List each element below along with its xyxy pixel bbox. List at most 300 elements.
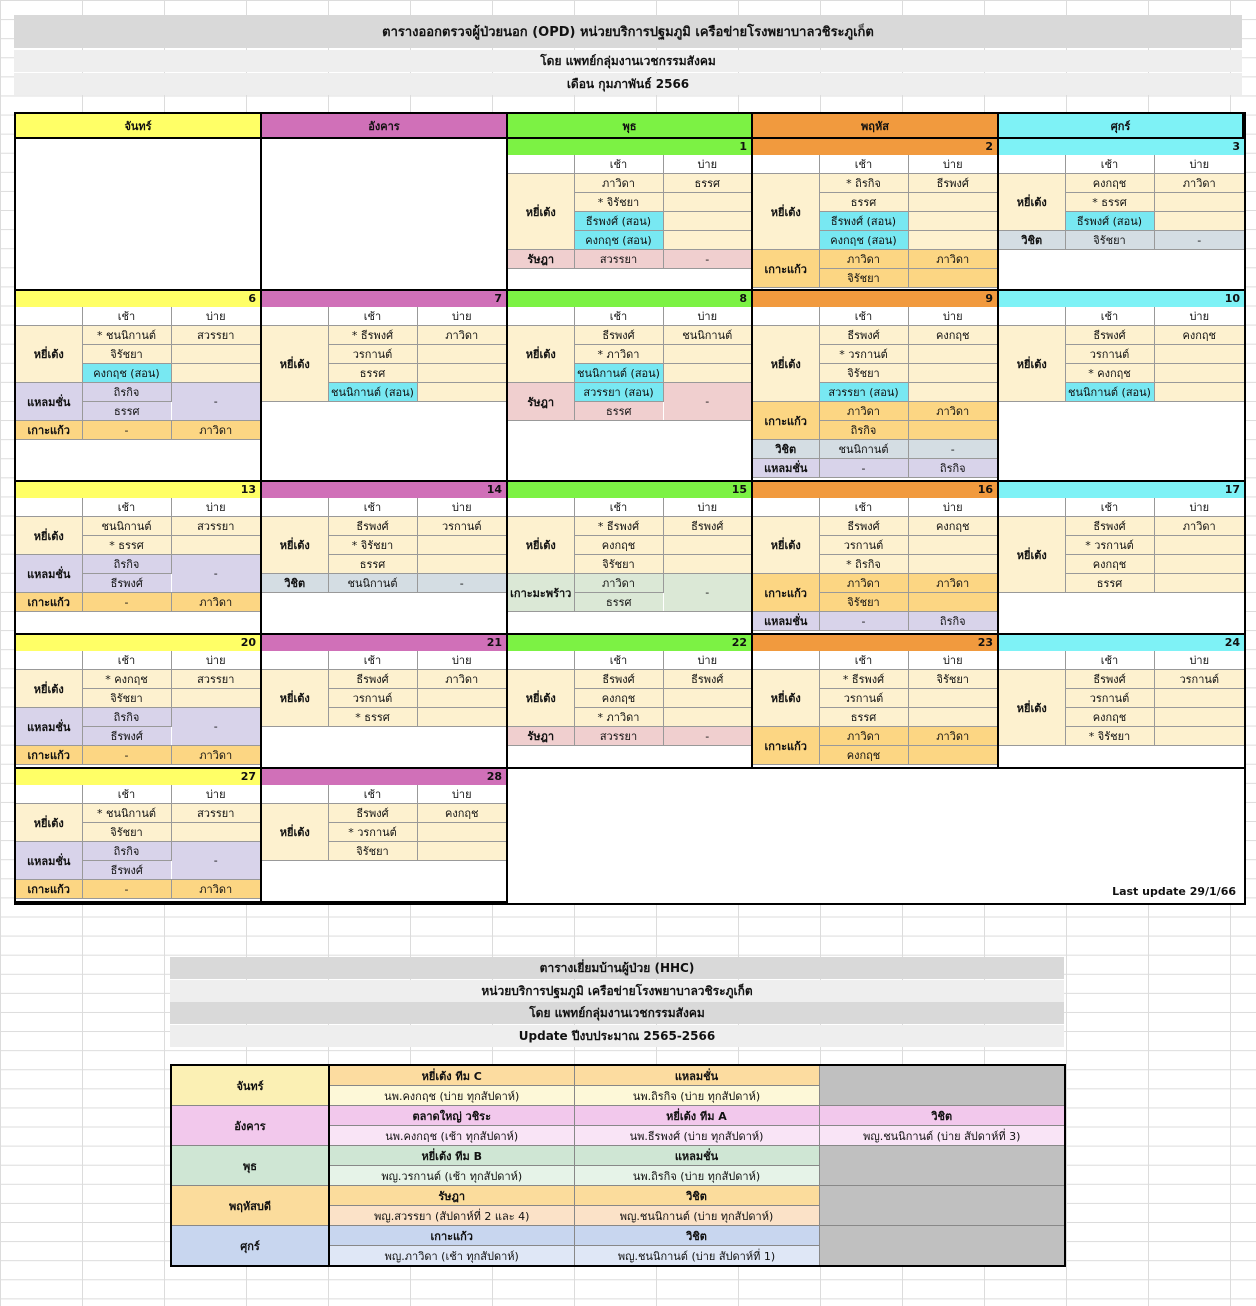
blank: [508, 498, 574, 517]
afternoon-doctor: วรกานต์: [1154, 670, 1244, 689]
afternoon-doctor: [171, 364, 260, 383]
shift-row: [508, 727, 751, 746]
day-number: 3: [999, 139, 1244, 155]
morning-doctor: -: [82, 421, 171, 440]
blank: [508, 651, 574, 670]
afternoon-doctor: [663, 345, 751, 364]
morning-doctor: วรกานต์: [819, 689, 908, 708]
slot-header-row: [262, 651, 506, 670]
afternoon-doctor: [417, 536, 506, 555]
shift-row: [508, 250, 751, 269]
afternoon-doctor: ภาวิดา: [1154, 174, 1244, 193]
shift-row: [16, 880, 260, 899]
afternoon-doctor: [1154, 689, 1244, 708]
slot-header-row: [999, 651, 1244, 670]
hhc-location: ตลาดใหญ่ วชิระ: [329, 1106, 574, 1126]
slot-header-row: [753, 651, 997, 670]
afternoon-doctor: [1154, 574, 1244, 593]
location-label: เกาะแก้ว: [16, 746, 82, 765]
location-label: เกาะแก้ว: [753, 727, 819, 765]
blank: [753, 307, 819, 326]
blank: [16, 785, 82, 804]
day-schedule: [753, 307, 997, 478]
morning-label: เช้า: [328, 785, 417, 804]
afternoon-doctor: [1154, 193, 1244, 212]
blank: [16, 651, 82, 670]
morning-doctor: * ถิรกิจ: [819, 555, 908, 574]
blank: [262, 498, 328, 517]
morning-doctor: ธีรพงศ์ (สอน): [1065, 212, 1154, 231]
day-cell: [508, 289, 753, 480]
afternoon-doctor: ธีรพงศ์: [663, 670, 751, 689]
morning-doctor: คงกฤช: [574, 536, 663, 555]
morning-doctor: ธีรพงศ์: [819, 326, 908, 345]
opd-calendar: [14, 112, 1246, 905]
afternoon-label: บ่าย: [908, 155, 997, 174]
day-cell: [753, 480, 999, 633]
day-number: 23: [753, 635, 997, 651]
morning-label: เช้า: [1065, 307, 1154, 326]
day-schedule: [999, 155, 1244, 250]
day-schedule: [262, 785, 506, 861]
slot-header-row: [508, 651, 751, 670]
day-number: 1: [508, 139, 751, 155]
afternoon-doctor: ภาวิดา: [171, 746, 260, 765]
day-cell: [753, 633, 999, 767]
location-label: หยี่เต้ง: [16, 326, 82, 383]
location-label: หยี่เต้ง: [262, 326, 328, 402]
morning-doctor: จิรัชยา: [328, 842, 417, 861]
slot-header-row: [262, 307, 506, 326]
location-label: เกาะมะพร้าว: [508, 574, 574, 612]
slot-header-row: [753, 307, 997, 326]
empty-day-cell: [16, 901, 262, 903]
slot-header-row: [262, 498, 506, 517]
afternoon-doctor: [171, 689, 260, 708]
location-label: เกาะแก้ว: [753, 574, 819, 612]
hhc-row: [171, 1146, 1065, 1166]
morning-label: เช้า: [328, 651, 417, 670]
morning-label: เช้า: [82, 785, 171, 804]
hhc-doctor: นพ.ธีรพงศ์ (บ่าย ทุกสัปดาห์): [574, 1126, 819, 1146]
afternoon-doctor: -: [171, 555, 260, 593]
shift-row: [753, 174, 997, 193]
afternoon-doctor: [417, 823, 506, 842]
morning-label: เช้า: [1065, 498, 1154, 517]
hhc-doctor: พญ.วรกานต์ (เช้า ทุกสัปดาห์): [329, 1166, 574, 1186]
hhc-location: วิชิต: [574, 1186, 819, 1206]
location-label: เกาะแก้ว: [753, 250, 819, 288]
shift-row: [999, 174, 1244, 193]
blank: [999, 651, 1065, 670]
morning-doctor: ชนนิกานต์ (สอน): [328, 383, 417, 402]
hhc-row: [171, 1106, 1065, 1126]
morning-doctor: ธีรพงศ์: [328, 517, 417, 536]
afternoon-doctor: [1154, 536, 1244, 555]
afternoon-label: บ่าย: [417, 498, 506, 517]
blank: [999, 307, 1065, 326]
location-label: วิชิต: [753, 440, 819, 459]
morning-doctor: * ธรรศ: [1065, 193, 1154, 212]
day-cell: [262, 633, 508, 767]
opd-title: ตารางออกตรวจผู้ป่วยนอก (OPD) หน่วยบริการปฐมภูมิ เครือข่ายโรงพยาบาลวชิระภูเก็ต: [14, 15, 1242, 48]
hhc-doctor: นพ.ถิรกิจ (บ่าย ทุกสัปดาห์): [574, 1086, 819, 1106]
morning-doctor: -: [819, 459, 908, 478]
hhc-doctor: พญ.ชนนิกานต์ (บ่าย สัปดาห์ที่ 1): [574, 1246, 819, 1267]
slot-header-row: [16, 307, 260, 326]
shift-row: [16, 804, 260, 823]
hhc-empty-slot: [819, 1186, 1065, 1226]
afternoon-doctor: ภาวิดา: [908, 727, 997, 746]
afternoon-label: บ่าย: [908, 498, 997, 517]
morning-doctor: ภาวิดา: [819, 574, 908, 593]
day-number: 13: [16, 482, 260, 498]
morning-doctor: * ถิรกิจ: [819, 174, 908, 193]
afternoon-label: บ่าย: [663, 155, 751, 174]
morning-doctor: จิรัชยา: [574, 555, 663, 574]
location-label: หยี่เต้ง: [262, 517, 328, 574]
location-label: หยี่เต้ง: [262, 804, 328, 861]
afternoon-label: บ่าย: [663, 498, 751, 517]
afternoon-doctor: ธีรพงศ์: [908, 174, 997, 193]
morning-doctor: วรกานต์: [328, 689, 417, 708]
shift-row: [16, 842, 260, 861]
blank: [262, 785, 328, 804]
afternoon-doctor: ภาวิดา: [171, 421, 260, 440]
slot-header-row: [508, 307, 751, 326]
afternoon-doctor: [663, 364, 751, 383]
slot-header-row: [999, 498, 1244, 517]
day-cell: [999, 633, 1244, 767]
morning-doctor: ภาวิดา: [819, 250, 908, 269]
morning-label: เช้า: [574, 155, 663, 174]
day-number: 22: [508, 635, 751, 651]
hhc-day-label: ศุกร์: [171, 1226, 329, 1267]
location-label: รัษฎา: [508, 727, 574, 746]
morning-doctor: ธีรพงศ์: [82, 861, 171, 880]
morning-doctor: -: [82, 880, 171, 899]
day-header: อังคาร: [262, 114, 508, 137]
blank: [16, 498, 82, 517]
slot-header-row: [753, 155, 997, 174]
afternoon-doctor: [908, 593, 997, 612]
morning-doctor: * วรกานต์: [819, 345, 908, 364]
morning-label: เช้า: [819, 307, 908, 326]
slot-header-row: [508, 498, 751, 517]
location-label: วิชิต: [999, 231, 1065, 250]
morning-doctor: ธรรศ: [574, 402, 663, 421]
morning-doctor: -: [82, 746, 171, 765]
hhc-unit: หน่วยบริการปฐมภูมิ เครือข่ายโรงพยาบาลวชิระภูเก็ต: [170, 980, 1064, 1002]
hhc-day-label: พฤหัสบดี: [171, 1186, 329, 1226]
morning-doctor: ธีรพงศ์ (สอน): [819, 212, 908, 231]
afternoon-doctor: [1154, 727, 1244, 746]
morning-doctor: * จิรัชยา: [574, 193, 663, 212]
afternoon-doctor: [1154, 212, 1244, 231]
day-schedule: [999, 498, 1244, 593]
afternoon-doctor: -: [171, 383, 260, 421]
morning-doctor: ธรรศ: [819, 193, 908, 212]
hhc-row: [171, 1065, 1065, 1086]
afternoon-doctor: [908, 345, 997, 364]
morning-doctor: * คงกฤช: [1065, 364, 1154, 383]
afternoon-doctor: สวรรยา: [171, 670, 260, 689]
hhc-location: แหลมชั่น: [574, 1065, 819, 1086]
afternoon-doctor: -: [908, 440, 997, 459]
afternoon-label: บ่าย: [171, 498, 260, 517]
afternoon-doctor: [417, 383, 506, 402]
afternoon-doctor: -: [1154, 231, 1244, 250]
slot-header-row: [999, 155, 1244, 174]
afternoon-doctor: [171, 823, 260, 842]
blank: [753, 498, 819, 517]
afternoon-doctor: [1154, 345, 1244, 364]
afternoon-doctor: [171, 536, 260, 555]
blank: [999, 498, 1065, 517]
slot-header-row: [16, 651, 260, 670]
morning-doctor: ธรรศ: [82, 402, 171, 421]
hhc-doctor: พญ.ภาวิดา (เช้า ทุกสัปดาห์): [329, 1246, 574, 1267]
morning-doctor: ธีรพงศ์: [82, 574, 171, 593]
day-cell: [508, 137, 753, 289]
afternoon-doctor: [417, 555, 506, 574]
morning-doctor: ชนนิกานต์ (สอน): [1065, 383, 1154, 402]
morning-doctor: * ธรรศ: [328, 708, 417, 727]
hhc-update: Update ปีงบประมาณ 2565-2566: [170, 1025, 1064, 1047]
shift-row: [16, 326, 260, 345]
morning-doctor: คงกฤช (สอน): [574, 231, 663, 250]
day-schedule: [753, 155, 997, 288]
afternoon-doctor: [663, 708, 751, 727]
afternoon-doctor: ธีรพงศ์: [663, 517, 751, 536]
day-cell: [262, 480, 508, 633]
day-header: พุธ: [508, 114, 753, 137]
blank: [508, 155, 574, 174]
opd-subtitle: โดย แพทย์กลุ่มงานเวชกรรมสังคม: [14, 50, 1242, 72]
morning-doctor: ถิรกิจ: [82, 842, 171, 861]
afternoon-doctor: [908, 364, 997, 383]
morning-doctor: ถิรกิจ: [82, 555, 171, 574]
afternoon-label: บ่าย: [1154, 155, 1244, 174]
shift-row: [508, 670, 751, 689]
morning-label: เช้า: [328, 307, 417, 326]
morning-label: เช้า: [574, 498, 663, 517]
morning-doctor: จิรัชยา: [1065, 231, 1154, 250]
morning-doctor: * ธีรพงศ์: [819, 670, 908, 689]
day-schedule: [508, 498, 751, 612]
hhc-location: วิชิต: [819, 1106, 1065, 1126]
last-update: Last update 29/1/66: [1112, 885, 1236, 898]
slot-header-row: [262, 785, 506, 804]
shift-row: [999, 670, 1244, 689]
location-label: หยี่เต้ง: [508, 326, 574, 383]
location-label: หยี่เต้ง: [753, 517, 819, 574]
day-number: 16: [753, 482, 997, 498]
day-schedule: [16, 785, 260, 899]
day-cell: [999, 137, 1244, 289]
afternoon-doctor: [908, 689, 997, 708]
morning-doctor: -: [82, 593, 171, 612]
hhc-doctor: พญ.ชนนิกานต์ (บ่าย สัปดาห์ที่ 3): [819, 1126, 1065, 1146]
day-number: 7: [262, 291, 506, 307]
day-cell: [16, 289, 262, 480]
morning-label: เช้า: [82, 307, 171, 326]
hhc-doctor: พญ.ชนนิกานต์ (บ่าย ทุกสัปดาห์): [574, 1206, 819, 1226]
shift-row: [16, 670, 260, 689]
hhc-day-label: อังคาร: [171, 1106, 329, 1146]
afternoon-doctor: [908, 231, 997, 250]
day-number: 6: [16, 291, 260, 307]
afternoon-doctor: วรกานต์: [417, 517, 506, 536]
morning-doctor: * ภาวิดา: [574, 345, 663, 364]
hhc-location: หยี่เต้ง ทีม A: [574, 1106, 819, 1126]
morning-doctor: -: [819, 612, 908, 631]
morning-label: เช้า: [82, 651, 171, 670]
slot-header-row: [16, 498, 260, 517]
hhc-by: โดย แพทย์กลุ่มงานเวชกรรมสังคม: [170, 1002, 1064, 1024]
morning-doctor: จิรัชยา: [819, 364, 908, 383]
afternoon-label: บ่าย: [1154, 498, 1244, 517]
empty-day-cell: [262, 137, 508, 289]
afternoon-doctor: -: [663, 383, 751, 421]
day-schedule: [508, 651, 751, 746]
afternoon-doctor: [908, 383, 997, 402]
afternoon-doctor: [908, 708, 997, 727]
morning-doctor: ภาวิดา: [574, 574, 663, 593]
morning-doctor: * ภาวิดา: [574, 708, 663, 727]
afternoon-doctor: [908, 536, 997, 555]
day-schedule: [508, 307, 751, 421]
afternoon-doctor: -: [663, 727, 751, 746]
morning-label: เช้า: [819, 155, 908, 174]
morning-doctor: * ธีรพงศ์: [328, 326, 417, 345]
slot-header-row: [999, 307, 1244, 326]
shift-row: [753, 440, 997, 459]
location-label: แหลมชั่น: [16, 555, 82, 593]
day-schedule: [262, 498, 506, 593]
morning-doctor: * ชนนิกานต์: [82, 326, 171, 345]
afternoon-label: บ่าย: [908, 651, 997, 670]
afternoon-doctor: [1154, 708, 1244, 727]
morning-doctor: จิรัชยา: [82, 823, 171, 842]
day-number: 9: [753, 291, 997, 307]
afternoon-doctor: ภาวิดา: [171, 593, 260, 612]
location-label: หยี่เต้ง: [16, 670, 82, 708]
afternoon-label: บ่าย: [171, 785, 260, 804]
shift-row: [508, 326, 751, 345]
hhc-empty-slot: [819, 1065, 1065, 1106]
morning-doctor: ธรรศ: [819, 708, 908, 727]
afternoon-doctor: [663, 231, 751, 250]
blank: [262, 651, 328, 670]
location-label: เกาะแก้ว: [16, 421, 82, 440]
morning-doctor: คงกฤช: [819, 746, 908, 765]
morning-doctor: คงกฤช (สอน): [819, 231, 908, 250]
morning-doctor: ธีรพงศ์: [1065, 670, 1154, 689]
day-schedule: [999, 651, 1244, 746]
hhc-empty-slot: [819, 1146, 1065, 1186]
afternoon-doctor: [171, 345, 260, 364]
afternoon-doctor: -: [663, 574, 751, 612]
afternoon-label: บ่าย: [417, 785, 506, 804]
blank: [753, 155, 819, 174]
afternoon-doctor: -: [171, 842, 260, 880]
morning-label: เช้า: [574, 651, 663, 670]
blank: [16, 307, 82, 326]
afternoon-doctor: ภาวิดา: [908, 402, 997, 421]
afternoon-doctor: [908, 212, 997, 231]
afternoon-doctor: [663, 193, 751, 212]
location-label: เกาะแก้ว: [16, 593, 82, 612]
morning-doctor: คงกฤช: [1065, 708, 1154, 727]
shift-row: [16, 593, 260, 612]
morning-label: เช้า: [574, 307, 663, 326]
day-cell: [508, 480, 753, 633]
afternoon-label: บ่าย: [1154, 651, 1244, 670]
afternoon-doctor: ธรรศ: [663, 174, 751, 193]
shift-row: [753, 326, 997, 345]
shift-row: [753, 459, 997, 478]
hhc-location: แหลมชั่น: [574, 1146, 819, 1166]
afternoon-doctor: -: [417, 574, 506, 593]
shift-row: [508, 517, 751, 536]
shift-row: [16, 383, 260, 402]
afternoon-doctor: [663, 536, 751, 555]
afternoon-doctor: ภาวิดา: [1154, 517, 1244, 536]
morning-doctor: * ธรรศ: [82, 536, 171, 555]
shift-row: [262, 670, 506, 689]
afternoon-doctor: [908, 746, 997, 765]
morning-label: เช้า: [1065, 651, 1154, 670]
morning-doctor: ภาวิดา: [819, 402, 908, 421]
morning-doctor: คงกฤช: [1065, 555, 1154, 574]
morning-doctor: วรกานต์: [328, 345, 417, 364]
morning-doctor: จิรัชยา: [819, 593, 908, 612]
afternoon-label: บ่าย: [663, 307, 751, 326]
morning-doctor: วรกานต์: [819, 536, 908, 555]
afternoon-doctor: [663, 212, 751, 231]
day-header: ศุกร์: [999, 114, 1244, 137]
day-schedule: [16, 651, 260, 765]
location-label: รัษฎา: [508, 383, 574, 421]
shift-row: [999, 517, 1244, 536]
shift-row: [262, 804, 506, 823]
day-schedule: [262, 651, 506, 727]
shift-row: [16, 517, 260, 536]
day-number: 15: [508, 482, 751, 498]
day-cell: [999, 289, 1244, 480]
afternoon-label: บ่าย: [171, 651, 260, 670]
location-label: หยี่เต้ง: [999, 174, 1065, 231]
hhc-location: เกาะแก้ว: [329, 1226, 574, 1246]
slot-header-row: [16, 785, 260, 804]
location-label: หยี่เต้ง: [753, 174, 819, 250]
morning-doctor: ชนนิกานต์: [328, 574, 417, 593]
hhc-doctor: นพ.คงกฤช (เช้า ทุกสัปดาห์): [329, 1126, 574, 1146]
day-cell: [262, 767, 508, 901]
afternoon-doctor: สวรรยา: [171, 326, 260, 345]
afternoon-label: บ่าย: [171, 307, 260, 326]
morning-doctor: ธรรศ: [1065, 574, 1154, 593]
afternoon-doctor: [417, 842, 506, 861]
empty-day-cell: [508, 767, 1244, 901]
blank: [999, 155, 1065, 174]
location-label: หยี่เต้ง: [753, 326, 819, 402]
shift-row: [262, 326, 506, 345]
location-label: หยี่เต้ง: [753, 670, 819, 727]
morning-doctor: จิรัชยา: [82, 689, 171, 708]
location-label: รัษฎา: [508, 250, 574, 269]
